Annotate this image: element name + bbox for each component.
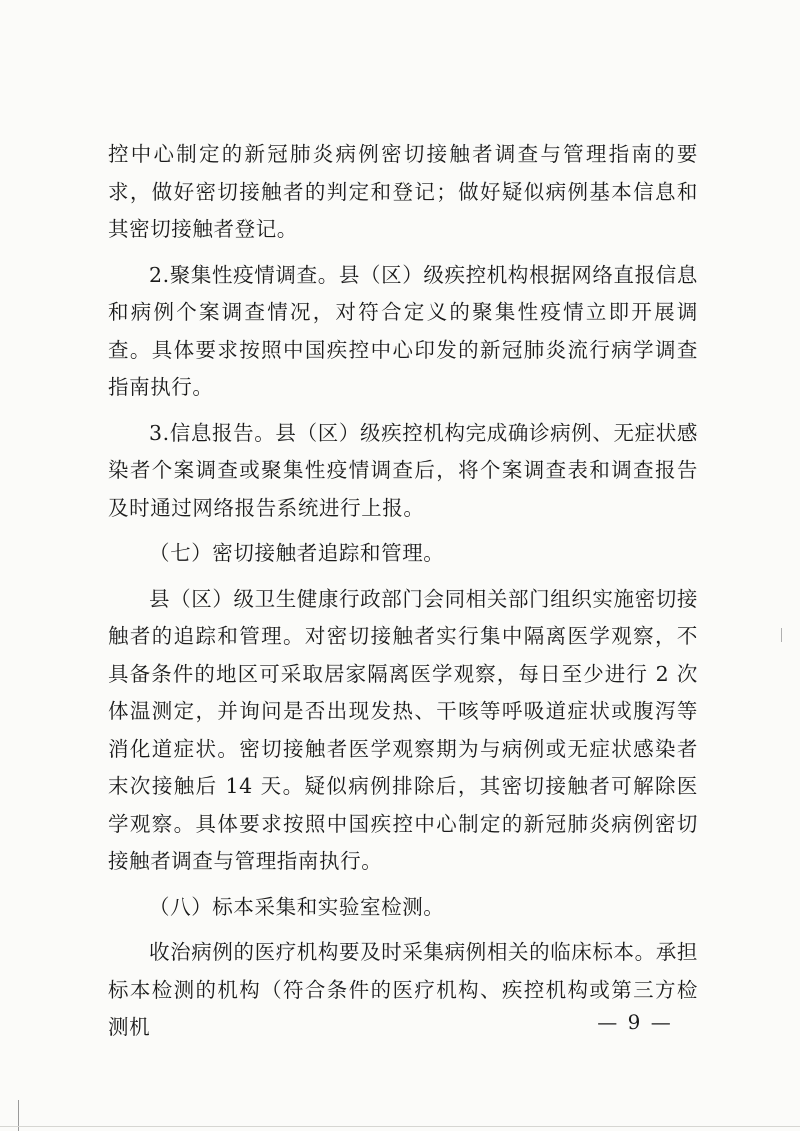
paragraph-cluster-investigation: 2.聚集性疫情调查。县（区）级疾控机构根据网络直报信息和病例个案调查情况，对符合定义的聚集性疫情立即开展调查。具体要求按照中国疾控中心印发的新冠肺炎流行病学调查指南执行。 — [108, 262, 698, 399]
scan-bottom-edge — [0, 1126, 800, 1127]
paragraph-close-contacts: 县（区）级卫生健康行政部门会同相关部门组织实施密切接触者的追踪和管理。对密切接触者实行集中隔离医学观察，不具备条件的地区可采取居家隔离医学观察，每日至少进行 2 次体温测定，并询问是否出现发热、干咳等呼吸道症状或腹泻等消化道症状。密切接触者医学观察期为与病例或无症状感染者末次接触后 14 天。疑似病例排除后，其密切接触者可解除医学观察。具体要求按照中国疾控中心制定的新冠肺炎病例密切接触者调查与管理指南执行。 — [108, 586, 698, 873]
paragraph-information-report: 3.信息报告。县（区）级疾控机构完成确诊病例、无症状感染者个案调查或聚集性疫情调查后，将个案调查表和调查报告及时通过网络报告系统进行上报。 — [108, 420, 698, 520]
page-number: — 9 — — [597, 1010, 673, 1034]
document-body — [108, 136, 698, 1047]
section-heading-close-contacts: （七）密切接触者追踪和管理。 — [149, 541, 445, 565]
paragraph-specimen-collection: 收治病例的医疗机构要及时采集病例相关的临床标本。承担标本检测的机构（符合条件的医疗机构、疾控机构或第三方检测机 — [108, 940, 698, 1039]
section-heading-specimen-testing: （八）标本采集和实验室检测。 — [149, 894, 445, 919]
scan-margin-mark — [781, 628, 782, 642]
paragraph-continuation: 控中心制定的新冠肺炎病例密切接触者调查与管理指南的要求，做好密切接触者的判定和登记；做好疑似病例基本信息和其密切接触者登记。 — [108, 142, 698, 241]
